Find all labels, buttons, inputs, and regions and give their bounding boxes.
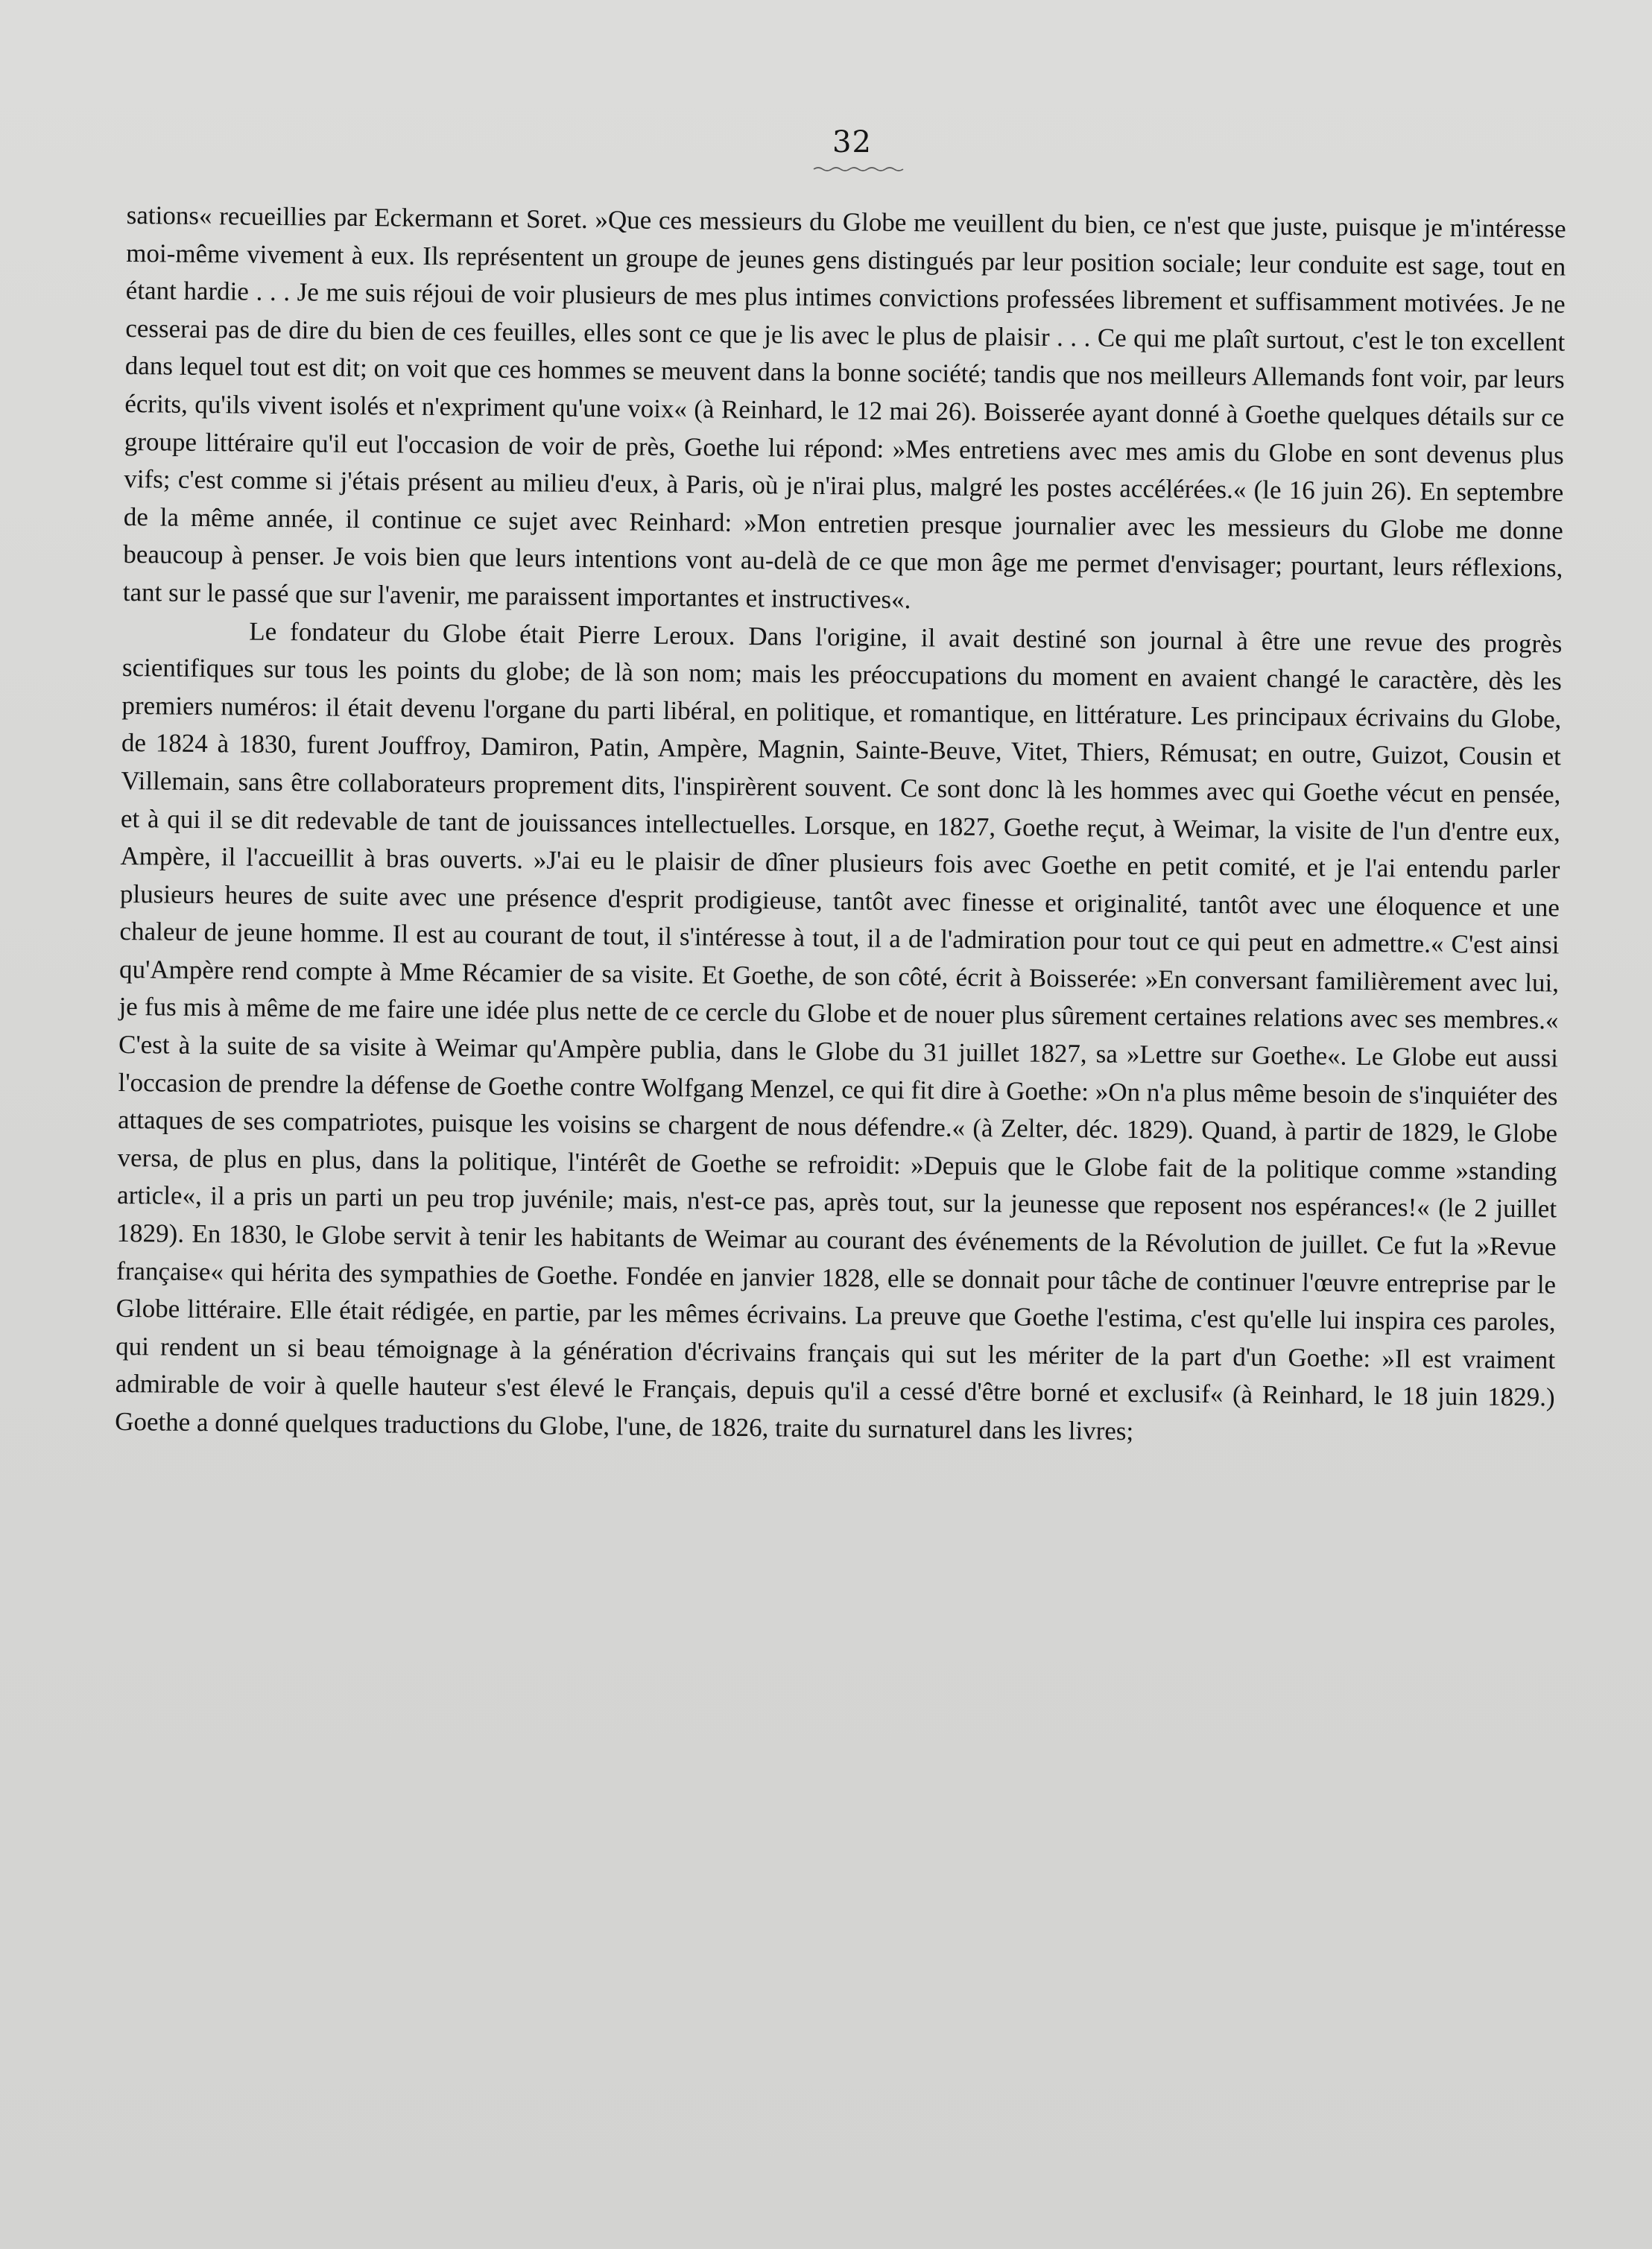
- paragraph-1: sations« recueillies par Eckermann et Soret. »Que ces messieurs du Globe me veuillent du bien, ce n'est que juste, puisque je m'intéresse moi-même vivement à eux. Ils représentent un groupe de jeunes gens distingués par leur position sociale; leur conduite est sage, tout en étant hardie . . . Je me suis réjoui de voir plusieurs de mes plus intimes convictions professées librement et suffisamment motivées. Je ne cesserai pas de dire du bien de ces feuilles, elles sont ce que je lis avec le plus de plaisir . . . Ce qui me plaît surtout, c'est le ton excellent dans lequel tout est dit; on voit que ces hommes se meuvent dans la bonne société; tandis que nos meilleurs Allemands font voir, par leurs écrits, qu'ils vivent isolés et n'expriment qu'une voix« (à Reinhard, le 12 mai 26). Boisserée ayant donné à Goethe quelques détails sur ce groupe littéraire qu'il eut l'occasion de voir de près, Goethe lui répond: »Mes entretiens avec mes amis du Globe en sont devenus plus vifs; c'est comme si j'étais présent au milieu d'eux, à Paris, où je n'irai plus, malgré les postes accélérées.« (le 16 juin 26). En septembre de la même année, il continue ce sujet avec Reinhard: »Mon entretien presque journalier avec les messieurs du Globe me donne beaucoup à penser. Je vois bien que leurs intentions vont au-delà de ce que mon âge me permet d'envisager; pourtant, leurs réflexions, tant sur le passé que sur l'avenir, me paraissent importantes et instructives«.: [122, 200, 1566, 615]
- paragraph-2: Le fondateur du Globe était Pierre Leroux. Dans l'origine, il avait destiné son journal à être une revue des progrès scientifiques sur tous les points du globe; de là son nom; mais les préoccupations du moment en avaient changé le caractère, dès les premiers numéros: il était devenu l'organe du parti libéral, en politique, et romantique, en littérature. Les principaux écrivains du Globe, de 1824 à 1830, furent Jouffroy, Damiron, Patin, Ampère, Magnin, Sainte-Beuve, Vitet, Thiers, Rémusat; en outre, Guizot, Cousin et Villemain, sans être collaborateurs proprement dits, l'inspirèrent souvent. Ce sont donc là les hommes avec qui Goethe vécut en pensée, et à qui il se dit redevable de tant de jouissances intellectuelles. Lorsque, en 1827, Goethe reçut, à Weimar, la visite de l'un d'entre eux, Ampère, il l'accueillit à bras ouverts. »J'ai eu le plaisir de dîner plusieurs fois avec Goethe en petit comité, et je l'ai entendu parler plusieurs heures de suite avec une présence d'esprit prodigieuse, tantôt avec finesse et originalité, tantôt avec une éloquence et une chaleur de jeune homme. Il est au courant de tout, il s'intéresse à tout, il a de l'admiration pour tout ce qui peut en admettre.« C'est ainsi qu'Ampère rend compte à Mme Récamier de sa visite. Et Goethe, de son côté, écrit à Boisserée: »En conversant familièrement avec lui, je fus mis à même de me faire une idée plus nette de ce cercle du Globe et de nouer plus sûrement certaines relations avec ses membres.« C'est à la suite de sa visite à Weimar qu'Ampère publia, dans le Globe du 31 juillet 1827, sa »Lettre sur Goethe«. Le Globe eut aussi l'occasion de prendre la défense de Goethe contre Wolfgang Menzel, ce qui fit dire à Goethe: »On n'a plus même besoin de s'inquiéter des attaques de ses compatriotes, puisque les voisins se chargent de nous défendre.« (à Zelter, déc. 1829). Quand, à partir de 1829, le Globe versa, de plus en plus, dans la politique, l'intérêt de Goethe se refroidit: »Depuis que le Globe fait de la politique comme »standing article«, il a pris un parti un peu trop juvénile; mais, n'est-ce pas, après tout, sur la jeunesse que reposent nos espérances!« (le 2 juillet 1829). En 1830, le Globe servit à tenir les habitants de Weimar au courant des événements de la Révolution de juillet. Ce fut la »Revue française« qui hérita des sympathies de Goethe. Fondée en janvier 1828, elle se donnait pour tâche de continuer l'œuvre entreprise par le Globe littéraire. Elle était rédigée, en partie, par les mêmes écrivains. La preuve que Goethe l'estima, c'est qu'elle lui inspira ces paroles, qui rendent un si beau témoignage à la génération d'écrivains français qui sut les mériter de la part d'un Goethe: »Il est vraiment admirable de voir à quelle hauteur s'est élevé le Français, depuis qu'il a cessé d'être borné et exclusif« (à Reinhard, le 18 juin 1829.) Goethe a donné quelques traductions du Globe, l'une, de 1826, traite du surnaturel dans les livres;: [115, 616, 1563, 1446]
- page-number-flourish: [812, 165, 909, 173]
- body-text: [115, 197, 1566, 1455]
- page-number: 32: [832, 125, 872, 159]
